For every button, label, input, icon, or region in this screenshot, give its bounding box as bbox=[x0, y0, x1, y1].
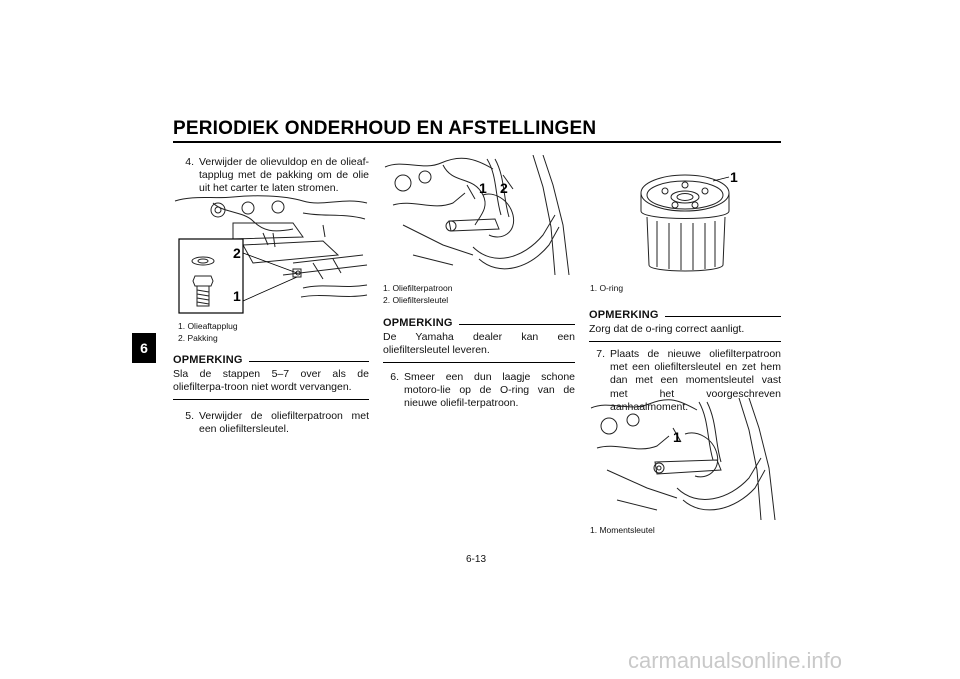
oil-filter-wrench-illustration bbox=[383, 155, 575, 277]
drain-plug-illustration bbox=[173, 193, 369, 315]
figure-caption-list bbox=[383, 283, 452, 306]
caption-item: 1. O-ring bbox=[590, 283, 624, 293]
caption-item: 1. Olieaftapplug bbox=[178, 321, 238, 331]
callout-1: 1 bbox=[730, 169, 738, 185]
note-label: OPMERKING bbox=[589, 309, 659, 321]
note-box-2 bbox=[383, 317, 575, 363]
note-header bbox=[383, 317, 575, 329]
step-6 bbox=[378, 371, 575, 411]
note-header bbox=[173, 354, 369, 366]
oil-filter-drawing bbox=[589, 155, 781, 277]
step-number: 6. bbox=[390, 371, 399, 383]
callout-2: 2 bbox=[233, 245, 241, 261]
note-text: Sla de stappen 5–7 over als de oliefilterpa-troon niet wordt vervangen. bbox=[173, 368, 369, 394]
caption-item: 1. Momentsleutel bbox=[590, 525, 655, 535]
figure-caption-list bbox=[178, 321, 238, 344]
note-label: OPMERKING bbox=[383, 317, 453, 329]
note-box-1 bbox=[173, 354, 369, 400]
callout-1: 1 bbox=[233, 288, 241, 304]
note-text: De Yamaha dealer kan een oliefiltersleutel leveren. bbox=[383, 331, 575, 357]
step-text: Verwijder de oliefilterpatroon met een oliefiltersleutel. bbox=[199, 410, 369, 436]
step-number: 7. bbox=[596, 348, 605, 360]
engine-underside-drawing bbox=[173, 193, 369, 315]
step-number: 5. bbox=[185, 410, 194, 422]
watermark: carmanualsonline.info bbox=[628, 648, 843, 673]
header-rule bbox=[173, 141, 781, 143]
caption-item: 2. Oliefiltersleutel bbox=[383, 294, 449, 305]
step-text: Smeer een dun laagje schone motoro-lie op de O-ring van de nieuwe oliefil-terpatroon. bbox=[404, 371, 575, 410]
torque-wrench-illustration bbox=[589, 398, 781, 522]
step-5 bbox=[173, 410, 369, 436]
filter-tightening-drawing bbox=[589, 398, 781, 522]
callout-2: 2 bbox=[500, 180, 508, 196]
note-header bbox=[589, 309, 781, 321]
step-number: 4. bbox=[185, 156, 194, 168]
filter-removal-drawing bbox=[383, 155, 575, 277]
page-number: 6-13 bbox=[466, 554, 487, 565]
caption-item: 2. Pakking bbox=[178, 332, 218, 343]
callout-1: 1 bbox=[479, 180, 487, 196]
page-title: PERIODIEK ONDERHOUD EN AFSTELLINGEN bbox=[173, 118, 597, 139]
note-text: Zorg dat de o-ring correct aanligt. bbox=[589, 323, 745, 335]
note-box-3 bbox=[589, 309, 781, 342]
step-text: Plaats de nieuwe oliefilterpatroon met een oliefiltersleutel en zet hem dan met een momentsleutel vast met het voorgeschreven aanhaalmoment. bbox=[610, 348, 781, 413]
caption-item: 1. Oliefilterpatroon bbox=[383, 283, 453, 293]
step-text: Verwijder de olievuldop en de olieaf-tapplug met de pakking om de olie uit het carter te laten stromen. bbox=[199, 156, 369, 195]
callout-1: 1 bbox=[673, 429, 681, 445]
note-label: OPMERKING bbox=[173, 354, 243, 366]
step-4 bbox=[173, 156, 369, 196]
chapter-tab: 6 bbox=[132, 333, 156, 363]
oil-filter-cartridge-illustration bbox=[589, 155, 781, 277]
